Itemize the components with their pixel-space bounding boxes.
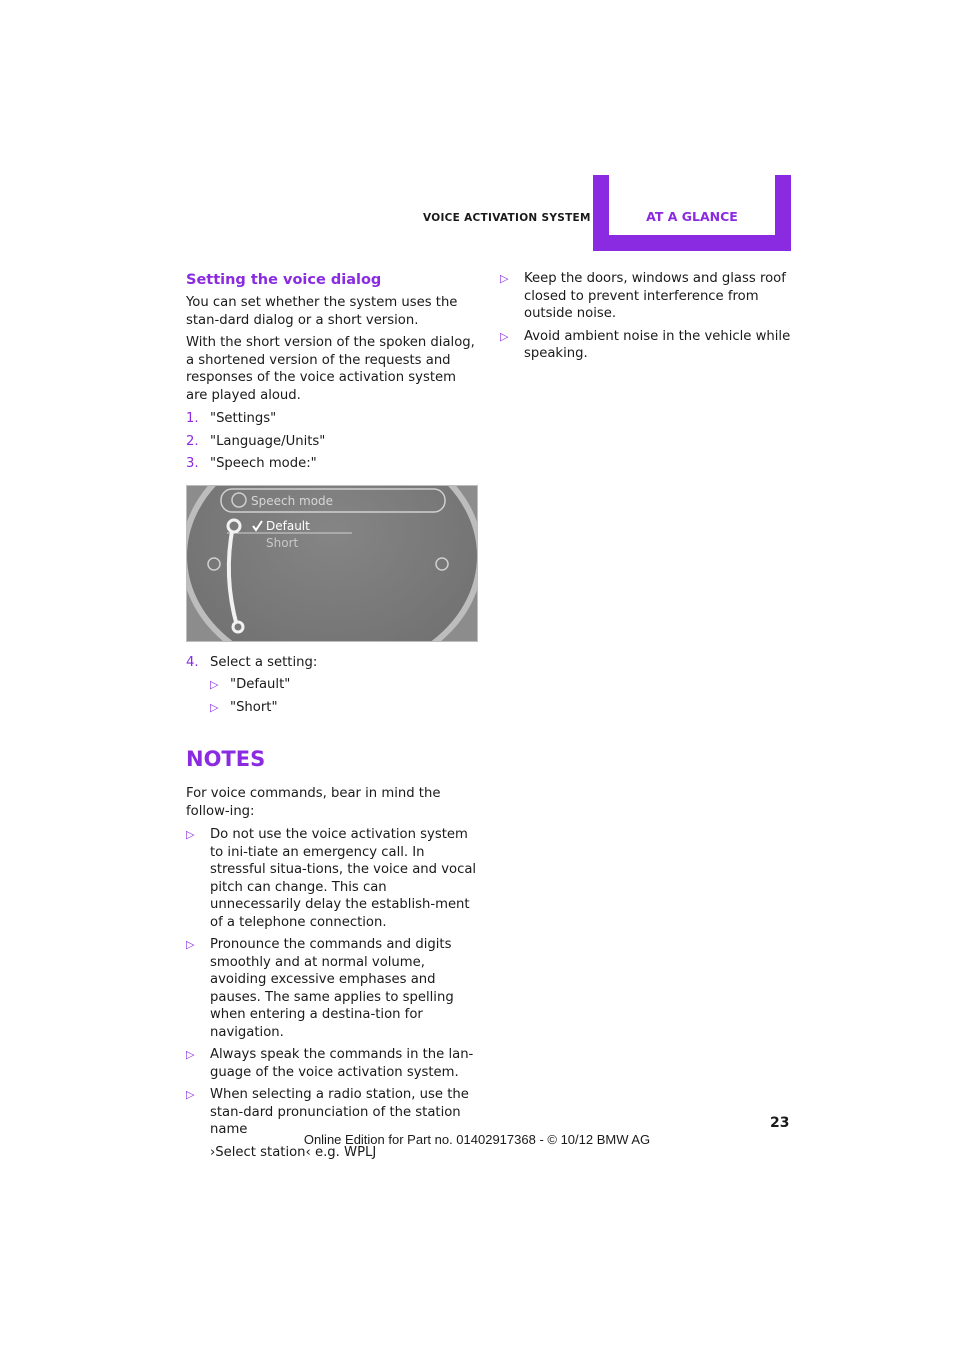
step-number: 3. — [186, 456, 199, 471]
note-item — [500, 328, 792, 363]
step-item — [186, 433, 478, 451]
example-command: ›Select station‹ e.g. WPLJ — [210, 1144, 377, 1160]
step-item — [186, 410, 478, 428]
paragraph-intro: You can set whether the system uses the stan-dard dialog or a short version. — [186, 295, 458, 328]
left-column — [186, 270, 478, 1166]
note-item — [186, 826, 478, 931]
edition-footer: Online Edition for Part no. 01402917368 - © 10/12 BMW AG — [303, 1132, 651, 1147]
note-item — [186, 1046, 478, 1081]
step-text: "Language/Units" — [210, 433, 326, 449]
note-text: Keep the doors, windows and glass roof closed to prevent interference from outside noise. — [524, 271, 786, 321]
page-number: 23 — [770, 1115, 790, 1131]
triangle-bullet-icon: ▷ — [186, 938, 195, 951]
speech-mode-screenshot — [186, 485, 478, 642]
triangle-bullet-icon: ▷ — [186, 1088, 195, 1101]
screen-option-default: Default — [266, 518, 310, 533]
step-text: Select a setting: — [210, 654, 318, 670]
option-item — [210, 676, 478, 694]
triangle-bullet-icon: ▷ — [186, 1048, 195, 1061]
subsection-heading: Setting the voice dialog — [186, 272, 382, 288]
triangle-bullet-icon: ▷ — [210, 700, 219, 714]
triangle-bullet-icon: ▷ — [500, 329, 509, 343]
step-number: 2. — [186, 433, 199, 449]
step-item — [186, 654, 478, 672]
triangle-bullet-icon: ▷ — [500, 272, 509, 285]
note-text: Pronounce the commands and digits smoothly and at normal volume, avoiding excessive emphases and pauses. The same applies to spelling when entering a destina-tion for navigation. — [210, 937, 454, 1040]
triangle-bullet-icon: ▷ — [186, 828, 195, 841]
section-title: VOICE ACTIVATION SYSTEM — [423, 212, 591, 224]
step-item — [186, 455, 478, 473]
option-text: "Default" — [230, 677, 291, 692]
step-number: 4. — [186, 654, 199, 670]
note-text: Avoid ambient noise in the vehicle while speaking. — [524, 328, 791, 361]
chapter-tab — [593, 175, 791, 251]
step-number: 1. — [186, 411, 199, 426]
note-text: Always speak the commands in the lan-guage of the voice activation system. — [210, 1047, 474, 1080]
option-list — [210, 676, 478, 716]
screen-title: Speech mode — [251, 493, 334, 508]
option-text: "Short" — [230, 699, 278, 715]
chapter-tab-label: AT A GLANCE — [646, 209, 738, 225]
notes-heading: NOTES — [186, 747, 266, 771]
note-item — [500, 270, 792, 323]
paragraph-short-version: With the short version of the spoken dialog, a shortened version of the requests and responses of the voice activation system are played aloud. — [186, 335, 475, 403]
option-item — [210, 699, 478, 717]
note-item — [186, 936, 478, 1041]
notes-intro: For voice commands, bear in mind the follow-ing: — [186, 786, 441, 819]
note-text: Do not use the voice activation system to ini-tiate an emergency call. In stressful situa-tions, the voice and vocal pitch can change. This can unnecessarily delay the establish-ment of a telephone connection. — [210, 827, 477, 930]
note-text: When selecting a radio station, use the stan-dard pronunciation of the station name — [210, 1087, 469, 1137]
step-text: "Settings" — [210, 411, 277, 426]
step-text: "Speech mode:" — [210, 456, 317, 471]
triangle-bullet-icon: ▷ — [210, 678, 219, 691]
screen-option-short: Short — [266, 535, 299, 550]
right-column — [500, 270, 792, 368]
